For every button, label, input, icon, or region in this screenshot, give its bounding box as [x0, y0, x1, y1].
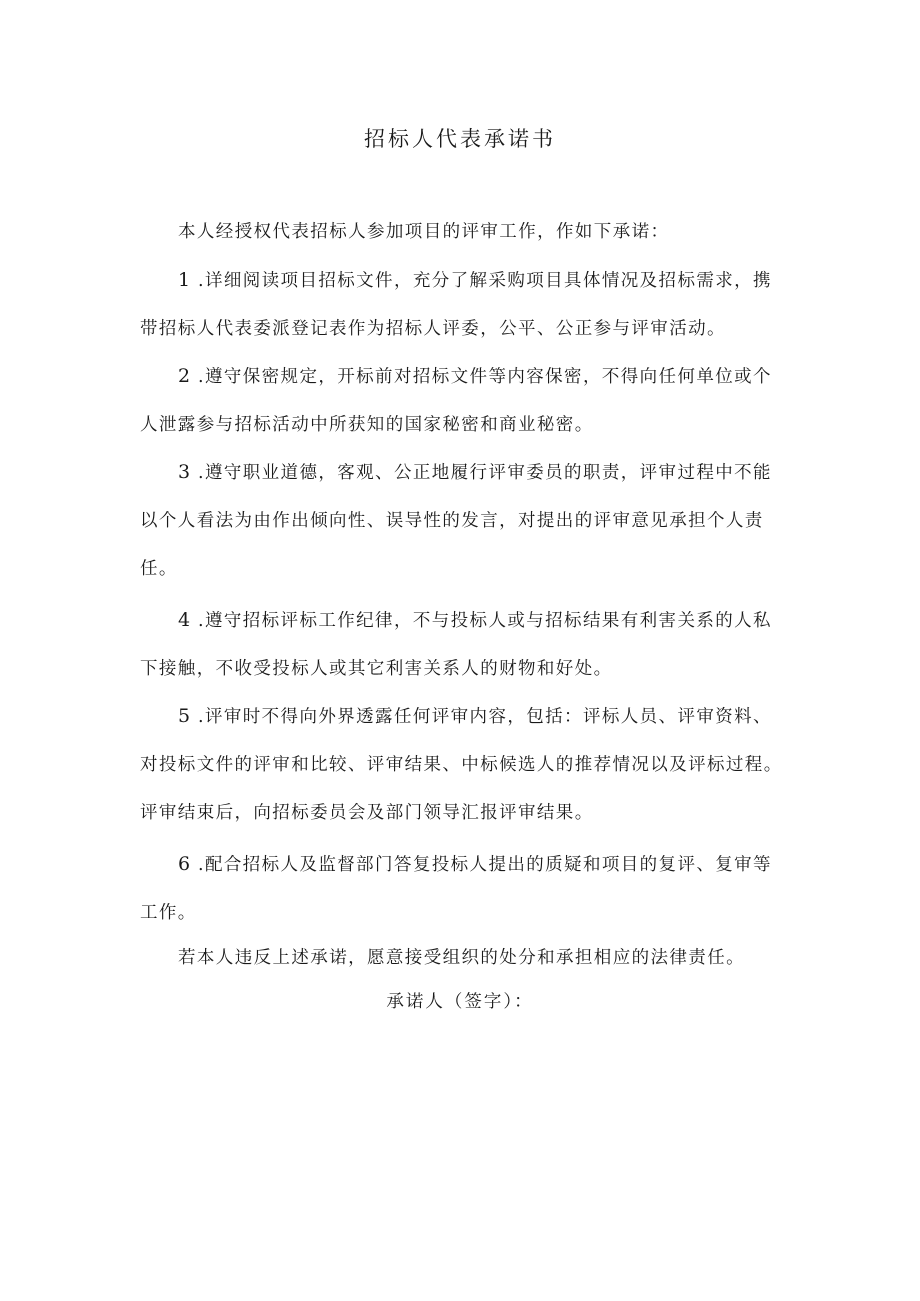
item-number: 2	[178, 365, 192, 387]
item-number: 1	[178, 269, 192, 291]
commitment-item-4	[140, 596, 790, 693]
item-number: 4	[178, 609, 192, 631]
commitment-item-3	[140, 448, 790, 593]
closing-paragraph: 若本人违反上述承诺，愿意接受组织的处分和承担相应的法律责任。	[178, 948, 745, 968]
item-number: 3	[178, 461, 192, 483]
item-text: .遵守职业道德，客观、公正地履行评审委员的职责，评审过程中不能以个人看法为由作出倾向性、误导性的发言，对提出的评审意见承担个人责任。	[140, 463, 772, 579]
item-number: 5	[178, 705, 192, 727]
document-title: 招标人代表承诺书	[364, 127, 556, 151]
item-text: .评审时不得向外界透露任何评审内容，包括：评标人员、评审资料、对投标文件的评审和比较、评审结果、中标候选人的推荐情况以及评标过程。评审结束后，向招标委员会及部门领导汇报评审结果。	[140, 707, 783, 823]
signature-label: 承诺人（签字）：	[386, 992, 534, 1012]
commitment-item-2	[140, 352, 790, 449]
intro-paragraph: 本人经授权代表招标人参加项目的评审工作，作如下承诺：	[178, 222, 670, 242]
commitment-item-6	[140, 840, 790, 937]
item-text: .遵守保密规定，开标前对招标文件等内容保密，不得向任何单位或个人泄露参与招标活动中所获知的国家秘密和商业秘密。	[140, 367, 772, 435]
item-text: .配合招标人及监督部门答复投标人提出的质疑和项目的复评、复审等工作。	[140, 855, 772, 923]
commitment-item-5	[140, 692, 790, 837]
item-number: 6	[178, 853, 192, 875]
item-text: .详细阅读项目招标文件，充分了解采购项目具体情况及招标需求，携带招标人代表委派登记表作为招标人评委，公平、公正参与评审活动。	[140, 271, 772, 339]
item-text: .遵守招标评标工作纪律，不与投标人或与招标结果有利害关系的人私下接触，不收受投标人或其它利害关系人的财物和好处。	[140, 611, 772, 679]
commitment-item-1	[140, 256, 790, 353]
